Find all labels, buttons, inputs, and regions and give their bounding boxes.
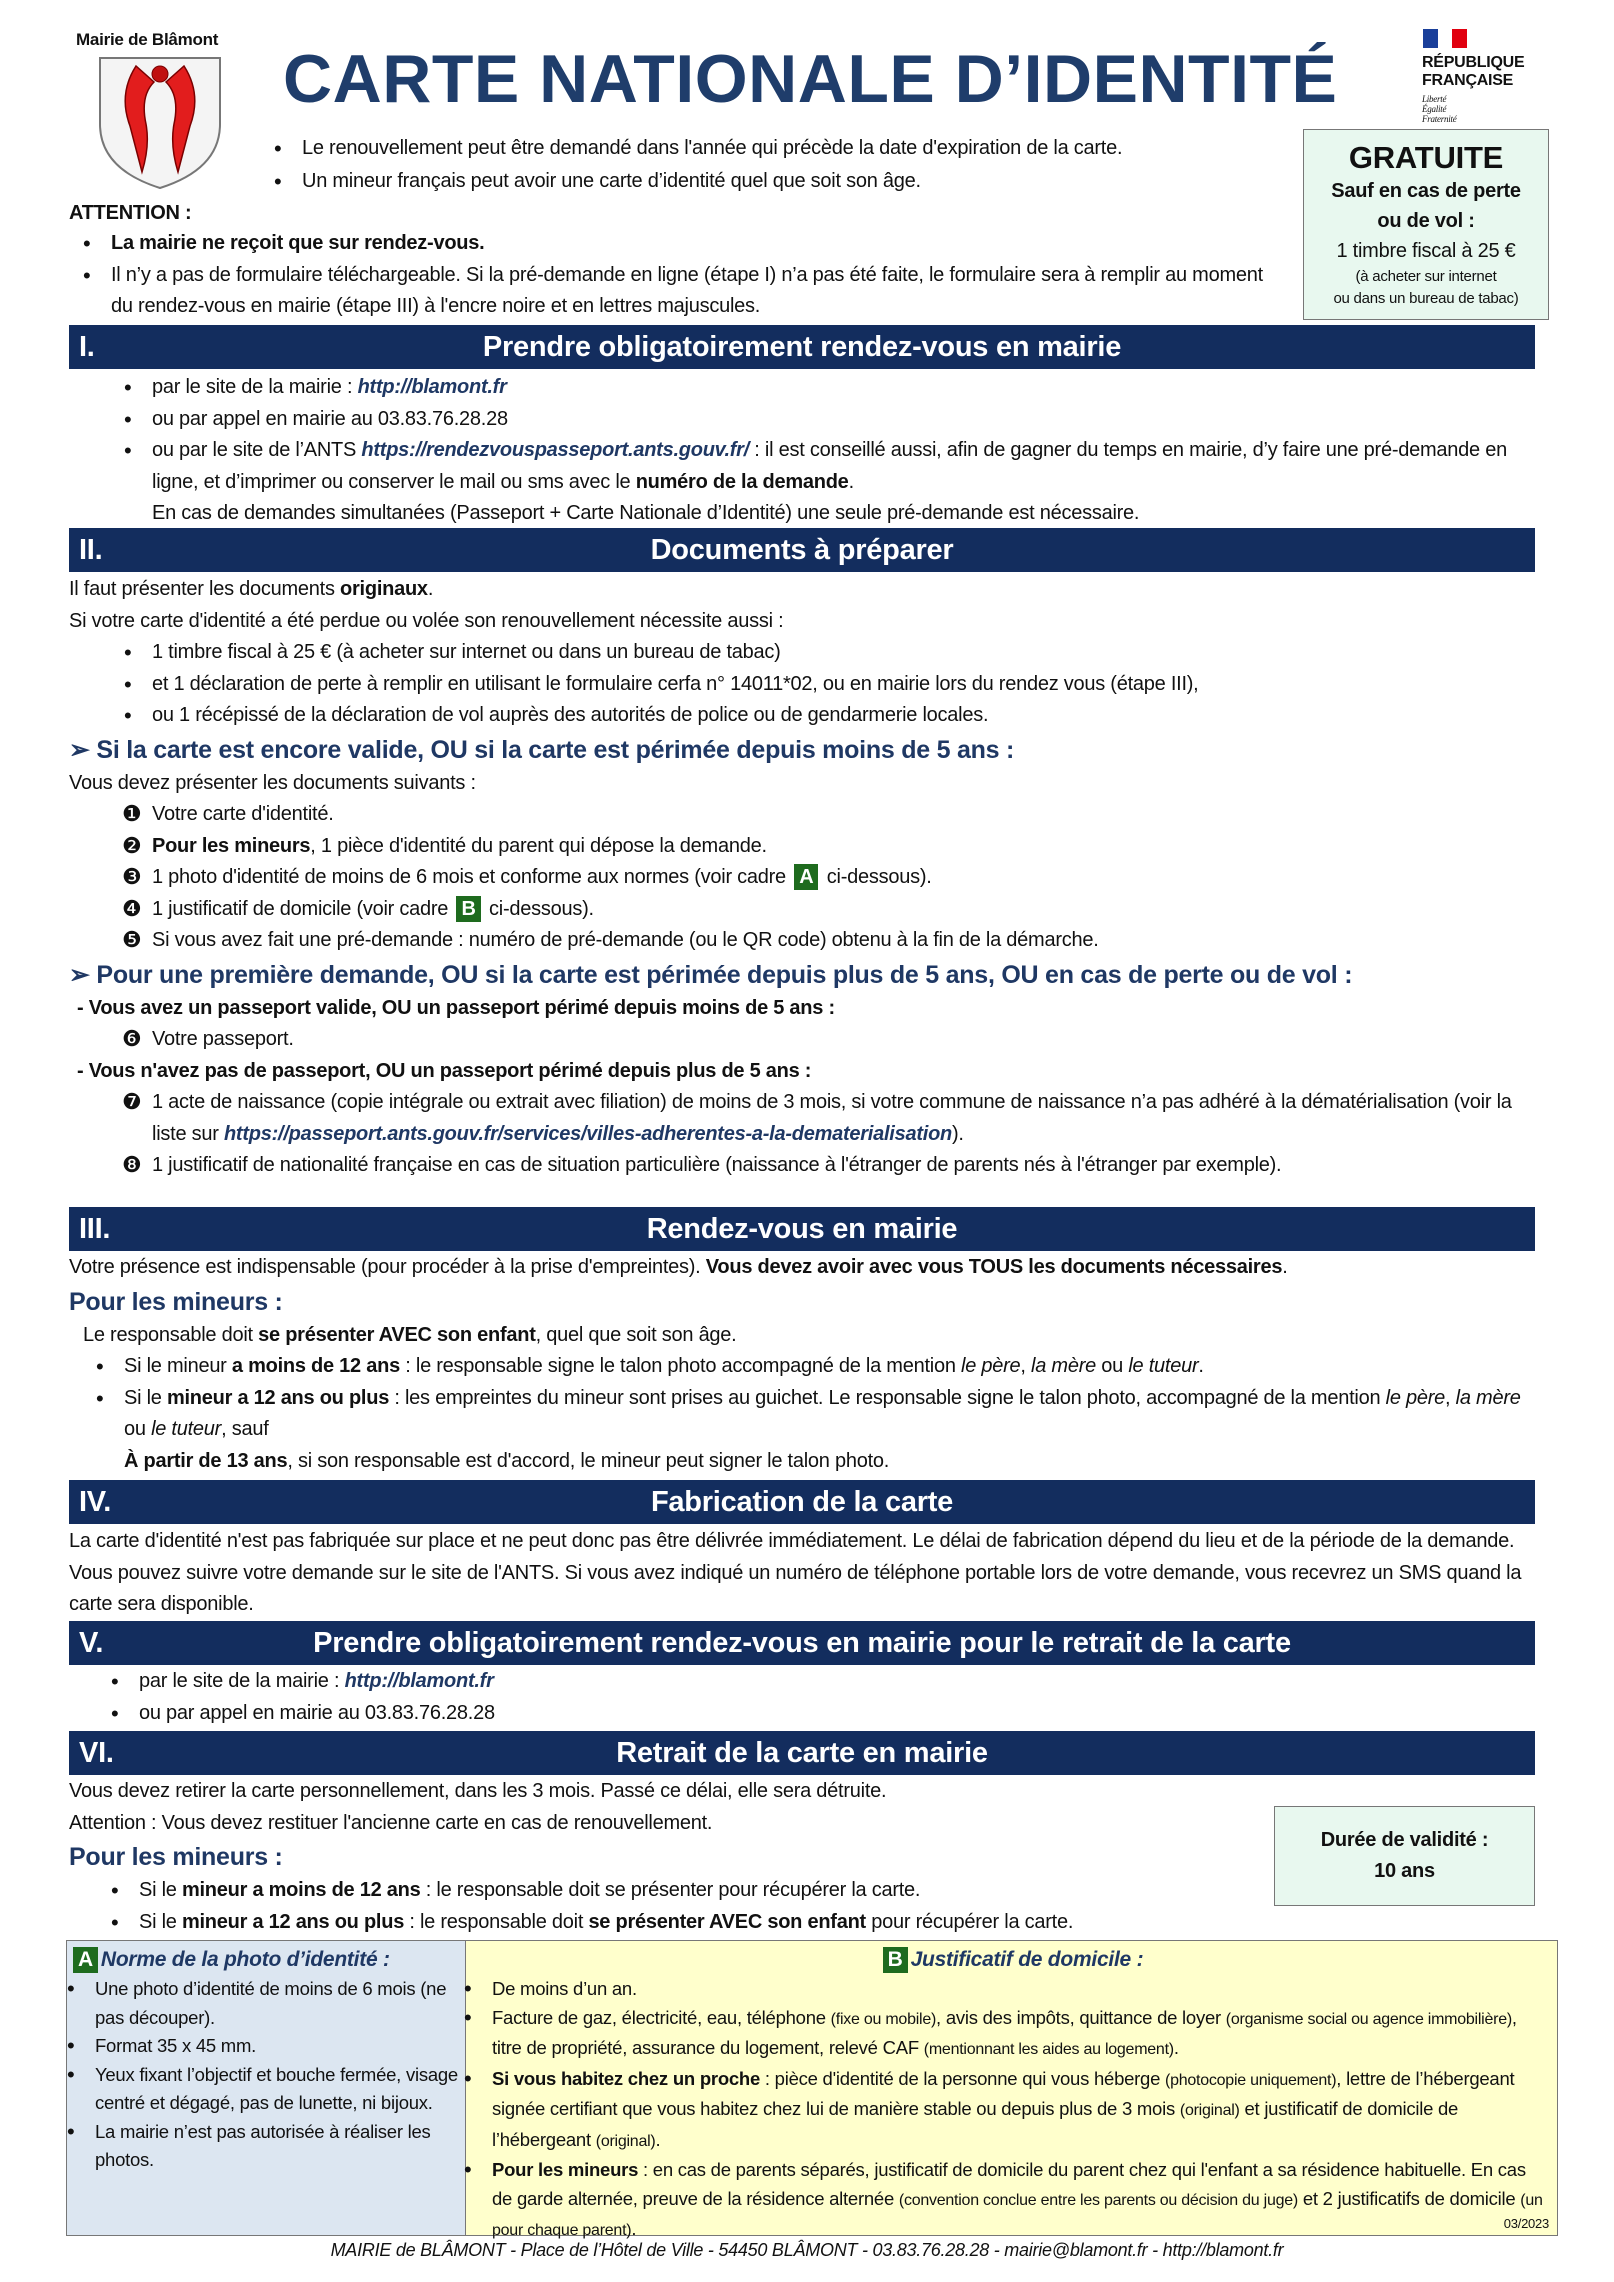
intro-list	[302, 132, 1302, 198]
list-item: • La mairie n’est pas autorisée à réaliser les photos.	[95, 2118, 459, 2175]
text-segment: Votre passeport.	[152, 1028, 294, 1050]
frame-badge: A	[794, 864, 818, 890]
link[interactable]: https://passeport.ants.gouv.fr/services/villes-adherentes-a-la-dematerialisation	[223, 1122, 952, 1145]
doc-item	[122, 1150, 1535, 1182]
text-segment: Si vous habitez chez un proche	[492, 2067, 760, 2089]
text-segment: 1 acte de naissance (copie intégrale ou extrait avec filiation) de moins de 3 mois, si votre commune de naissance n’a pas adhéré à la dématérialisation (voir la liste sur	[152, 1091, 1512, 1145]
text-segment: , 1 pièce d'identité du parent qui dépose la demande.	[310, 834, 767, 857]
text-segment: numéro de la demande	[635, 470, 849, 493]
text-segment: (un pour chaque parent)	[492, 2191, 1543, 2239]
text-segment: (convention conclue entre les parents ou décision du juge)	[898, 2191, 1298, 2209]
text-segment: , titre de propriété, assurance du logement, relevé CAF	[492, 2006, 1517, 2058]
link[interactable]: https://rendezvouspasseport.ants.gouv.fr/	[361, 439, 749, 461]
page-title: CARTE NATIONALE D’IDENTITÉ	[283, 41, 1338, 117]
section-title: Prendre obligatoirement rendez-vous en mairie	[482, 331, 1122, 363]
doc-item	[122, 799, 1535, 831]
text-segment: la mère	[1455, 1386, 1521, 1409]
coat-of-arms-logo	[96, 54, 224, 190]
number-7-icon: ❼	[122, 1089, 142, 1114]
text-segment: Si le	[139, 1879, 182, 1901]
section-bar-2	[69, 528, 1535, 572]
paragraph: Attention : Vous devez restituer l'ancienne carte en cas de renouvellement.	[69, 1811, 713, 1834]
attention-item	[111, 260, 1281, 323]
text-segment: originaux	[340, 578, 428, 600]
list-item	[124, 1351, 1535, 1383]
paragraph: Vous devez présenter les documents suivants :	[69, 771, 476, 794]
section-bar-5	[69, 1621, 1535, 1665]
subheading-minors: Pour les mineurs :	[69, 1843, 283, 1871]
text-segment: La mairie ne reçoit que sur rendez-vous.	[111, 232, 485, 254]
list-item: • Yeux fixant l’objectif et bouche fermée, visage centré et dégagé, pas de lunette, ni bijoux.	[95, 2061, 459, 2118]
francaise-line: FRANÇAISE	[1422, 72, 1514, 89]
paragraph	[69, 1252, 1535, 1284]
text-segment: 1 photo d'identité de moins de 6 mois et conforme aux normes (voir cadre	[152, 866, 792, 888]
text-segment: ,	[1445, 1386, 1456, 1409]
section-bar-4	[69, 1480, 1535, 1524]
doc-item	[122, 831, 1535, 863]
text-segment: ou	[1096, 1355, 1129, 1377]
link[interactable]: http://blamont.fr	[357, 376, 507, 398]
section-bar-1	[69, 325, 1535, 369]
text-segment: Si le	[139, 1910, 182, 1933]
text-segment: , avis des impôts, quittance de loyer	[936, 2006, 1226, 2028]
footer-address: MAIRIE de BLÂMONT - Place de l’Hôtel de Ville - 54450 BLÂMONT - 03.83.76.28.28 - mairie@blamont.fr - http://blamont.fr	[330, 2240, 1284, 2260]
text-segment: a moins de 12 ans	[231, 1355, 400, 1377]
section-title: Rendez-vous en mairie	[646, 1213, 958, 1245]
text-segment: (photocopie uniquement)	[1165, 2071, 1337, 2089]
text-segment: le tuteur	[1128, 1355, 1199, 1377]
case-passport-valid: - Vous avez un passeport valide, OU un passeport périmé depuis moins de 5 ans :	[77, 996, 835, 1019]
number-4-icon: ❹	[122, 895, 142, 921]
validity-box	[1274, 1806, 1535, 1906]
section-number: I.	[79, 331, 95, 363]
box-b-title: Justificatif de domicile :	[910, 1948, 1144, 1971]
devise-liberte: Liberté	[1422, 94, 1447, 104]
text-segment: ou par appel en mairie au 03.83.76.28.28	[152, 407, 508, 430]
text-segment: (organisme social ou agence immobilière)	[1225, 2010, 1512, 2028]
section-number: VI.	[79, 1737, 114, 1769]
text-segment: se présenter AVEC son enfant	[588, 1910, 866, 1933]
text-segment: , sauf	[221, 1418, 269, 1440]
text-segment: mineur a 12 ans ou plus	[166, 1386, 390, 1409]
list-item	[492, 2004, 1549, 2065]
section-number: V.	[79, 1627, 104, 1659]
text-segment: Il n’y a pas de formulaire téléchargeable. Si la pré-demande en ligne (étape I) n’a pas été faite, le formulaire sera à remplir au moment du rendez-vous en mairie (étape III) à l'encre noire et en lettres majuscules.	[111, 263, 1263, 317]
text-segment: 1 justificatif de domicile (voir cadre	[152, 897, 454, 920]
gratuite-box	[1303, 129, 1549, 320]
text-segment: À partir de 13 ans	[124, 1449, 288, 1472]
badge-a: A	[73, 1947, 98, 1973]
text-segment: Il faut présenter les documents	[69, 578, 341, 600]
doc-item	[122, 862, 1535, 894]
section-title: Retrait de la carte en mairie	[616, 1737, 988, 1769]
text-segment: ou par le site de l’ANTS	[152, 439, 362, 461]
box-b-proof-of-address	[466, 1940, 1558, 2239]
gratuite-line: ou de vol :	[1377, 210, 1475, 232]
attention-label: ATTENTION :	[69, 202, 192, 224]
text-segment: ci-dessous).	[821, 866, 932, 888]
gratuite-line: 1 timbre fiscal à 25 €	[1336, 240, 1516, 262]
text-segment: Si le	[124, 1386, 167, 1409]
list-item	[152, 404, 1532, 436]
text-segment: .	[427, 578, 434, 600]
section-number: III.	[79, 1213, 111, 1245]
doc-item	[122, 925, 1535, 957]
text-segment: .	[848, 470, 854, 493]
doc-item	[122, 894, 1535, 926]
list-item	[492, 2065, 1549, 2157]
text-segment: par le site de la mairie :	[152, 376, 358, 398]
list-item	[152, 372, 1532, 404]
doc-item	[122, 1087, 1535, 1150]
number-8-icon: ❽	[122, 1152, 142, 1177]
text-segment: Votre présence est indispensable (pour procéder à la prise d'empreintes).	[69, 1256, 706, 1278]
paragraph: La carte d'identité n'est pas fabriquée sur place et ne peut donc pas être délivrée immédiatement. Le délai de fabrication dépend du lieu et de la période de la demande. Vous pouvez suivre votre demande sur le site de l'ANTS. Si vous avez indiqué un numéro de téléphone portable lors de votre demande, vous recevrez un SMS quand la carte sera disponible.	[69, 1530, 1522, 1615]
text-segment: , lettre de l’hébergeant signée certifiant que vous habitez chez lui de manière stable ou depuis plus de 3 mois	[492, 2067, 1515, 2119]
text-segment: : le responsable signe le talon photo accompagné de la mention	[399, 1355, 962, 1377]
text-segment: .	[1282, 1256, 1288, 1278]
text-segment: (original)	[595, 2132, 656, 2150]
text-segment: (original)	[1179, 2102, 1240, 2119]
number-3-icon: ❸	[122, 864, 142, 889]
text-segment: : le responsable doit se présenter pour récupérer la carte.	[420, 1879, 921, 1901]
link[interactable]: http://blamont.fr	[344, 1670, 494, 1692]
section-number: II.	[79, 534, 103, 566]
text-segment: le père	[961, 1355, 1021, 1377]
text-segment: .	[631, 2218, 637, 2239]
frame-badge: B	[456, 896, 480, 922]
box-a-title: Norme de la photo d’identité :	[100, 1948, 390, 1971]
box-a-photo-norms	[66, 1940, 466, 2236]
text-segment: mineur a moins de 12 ans	[181, 1879, 421, 1901]
text-segment: par le site de la mairie :	[139, 1670, 345, 1692]
text-segment: : les empreintes du mineur sont prises au guichet. Le responsable signe le talon photo, accompagné de la mention	[389, 1386, 1386, 1409]
text-segment: Votre carte d'identité.	[152, 803, 334, 825]
text-segment: (mentionnant les aides au logement)	[923, 2041, 1174, 2058]
list-item	[124, 1383, 1535, 1446]
subheading-valid-card: ➢ Si la carte est encore valide, OU si la carte est périmée depuis moins de 5 ans :	[69, 735, 1015, 764]
mairie-name: Mairie de Blâmont	[76, 30, 219, 49]
list-item	[139, 1907, 1535, 1939]
attention-list	[111, 228, 1281, 323]
text-segment: , quel que soit son âge.	[535, 1323, 737, 1346]
list-item: • Format 35 x 45 mm.	[95, 2032, 459, 2061]
document-date: 03/2023	[1503, 2216, 1549, 2231]
intro-item: • Le renouvellement peut être demandé dans l'année qui précède la date d'expiration de la carte.	[302, 132, 1302, 165]
number-1-icon: ❶	[122, 801, 142, 826]
text-segment: ).	[952, 1122, 964, 1145]
list-item	[492, 1975, 1549, 2004]
text-segment: ci-dessous).	[483, 897, 594, 920]
text-segment: ou	[124, 1418, 152, 1440]
list-item	[139, 1666, 1439, 1698]
list-item: • Une photo d’identité de moins de 6 mois (ne pas découper).	[95, 1975, 459, 2032]
note: En cas de demandes simultanées (Passeport + Carte Nationale d’Identité) une seule pré-demande est nécessaire.	[152, 502, 1140, 524]
list-item	[139, 1698, 1439, 1730]
text-segment: .	[1173, 2037, 1179, 2058]
text-segment: .	[655, 2128, 661, 2150]
list-item	[152, 435, 1532, 498]
case-no-passport: - Vous n'avez pas de passeport, OU un passeport périmé depuis plus de 5 ans :	[77, 1059, 812, 1082]
text-segment: Facture de gaz, électricité, eau, téléphone	[492, 2006, 831, 2028]
gratuite-line: ou dans un bureau de tabac)	[1333, 290, 1519, 307]
text-segment: mineur a 12 ans ou plus	[181, 1910, 405, 1933]
number-5-icon: ❺	[122, 927, 142, 952]
text-segment: et justificatif de domicile de l’hébergeant	[492, 2098, 1459, 2150]
doc-item	[122, 1024, 1535, 1056]
text-segment: le tuteur	[151, 1418, 222, 1440]
text-segment: 1 justificatif de nationalité française en cas de situation particulière (naissance à l'étranger de parents nés à l'étranger par exemple).	[152, 1154, 1282, 1176]
subheading-minors: Pour les mineurs :	[69, 1287, 283, 1316]
text-segment: ou par appel en mairie au 03.83.76.28.28	[139, 1701, 495, 1724]
republique-line: RÉPUBLIQUE	[1422, 54, 1525, 71]
validity-label: Durée de validité :	[1320, 1829, 1489, 1851]
text-segment: : en cas de parents séparés, justificatif de domicile du parent chez qui l'enfant a sa résidence habituelle. En cas de garde alternée, preuve de la résidence alternée	[492, 2159, 1526, 2209]
text-segment: Si vous avez fait une pré-demande : numéro de pré-demande (ou le QR code) obtenu à la fin de la démarche.	[152, 929, 1099, 951]
section-bar-3	[69, 1207, 1535, 1251]
arrow-icon: ➢	[69, 960, 97, 989]
section-title: Prendre obligatoirement rendez-vous en mairie pour le retrait de la carte	[313, 1627, 1291, 1659]
text-segment: De moins d’un an.	[492, 1978, 637, 1999]
text-segment: (fixe ou mobile)	[830, 2010, 937, 2028]
section-number: IV.	[79, 1486, 112, 1518]
text-segment: , si son responsable est d'accord, le mineur peut signer le talon photo.	[287, 1449, 890, 1472]
section-1-list	[152, 372, 1532, 530]
text-segment: Le responsable doit	[83, 1323, 259, 1346]
devise-fraternite: Fraternité	[1422, 114, 1457, 124]
gratuite-title: GRATUITE	[1348, 140, 1504, 175]
text-segment: Pour les mineurs	[152, 834, 311, 857]
validity-value: 10 ans	[1374, 1860, 1435, 1882]
text-segment: ,	[1020, 1355, 1032, 1377]
subheading-first-request: ➢ Pour une première demande, OU si la carte est périmée depuis plus de 5 ans, OU en cas de perte ou de vol :	[69, 960, 1353, 989]
list-item: • 1 timbre fiscal à 25 € (à acheter sur internet ou dans un bureau de tabac)	[152, 637, 1535, 669]
paragraph: Vous devez retirer la carte personnellement, dans les 3 mois. Passé ce délai, elle sera détruite.	[69, 1780, 887, 1802]
paragraph: Si votre carte d'identité a été perdue ou volée son renouvellement nécessite aussi :	[69, 609, 784, 632]
number-6-icon: ❻	[122, 1026, 142, 1051]
paragraph	[69, 574, 1535, 606]
text-segment: Pour les mineurs	[492, 2159, 639, 2180]
list-item	[492, 2156, 1549, 2246]
list-item-continuation	[124, 1446, 1535, 1478]
text-segment: la mère	[1031, 1355, 1096, 1377]
attention-item	[111, 228, 1281, 260]
list-item: • et 1 déclaration de perte à remplir en utilisant le formulaire cerfa n° 14011*02, ou en mairie lors du rendez vous (étape III),	[152, 669, 1535, 701]
text-segment: : le responsable doit	[404, 1910, 589, 1933]
text-segment: : il est conseillé aussi, afin de gagner du temps en mairie, d’y faire une pré-demande en ligne, et d’imprimer ou conserver le mail ou sms avec le	[152, 439, 1507, 493]
text-segment: Vous devez avoir avec vous TOUS les documents nécessaires	[705, 1256, 1283, 1278]
section-title: Fabrication de la carte	[650, 1486, 954, 1518]
intro-item: • Un mineur français peut avoir une carte d’identité quel que soit son âge.	[302, 165, 1302, 198]
list-item: • ou 1 récépissé de la déclaration de vol auprès des autorités de police ou de gendarmerie locales.	[152, 700, 1535, 732]
gratuite-line: Sauf en cas de perte	[1331, 180, 1521, 202]
gratuite-line: (à acheter sur internet	[1355, 268, 1497, 285]
text-segment: Si le mineur	[124, 1355, 232, 1377]
text-segment: pour récupérer la carte.	[865, 1910, 1074, 1933]
text-segment: se présenter AVEC son enfant	[258, 1323, 536, 1346]
paragraph	[69, 1320, 1535, 1352]
devise-egalite: Égalité	[1422, 104, 1447, 114]
text-segment: .	[1198, 1355, 1204, 1377]
number-2-icon: ❷	[122, 832, 142, 858]
french-flag-icon	[1423, 29, 1467, 48]
section-title: Documents à préparer	[650, 534, 954, 566]
text-segment: le père	[1385, 1386, 1446, 1409]
arrow-icon: ➢	[69, 735, 97, 764]
text-segment: : pièce d'identité de la personne qui vous héberge	[760, 2067, 1166, 2089]
text-segment: et 2 justificatifs de domicile	[1297, 2187, 1521, 2209]
section-bar-6	[69, 1731, 1535, 1775]
documents-list	[69, 799, 1535, 957]
badge-b: B	[883, 1947, 908, 1973]
